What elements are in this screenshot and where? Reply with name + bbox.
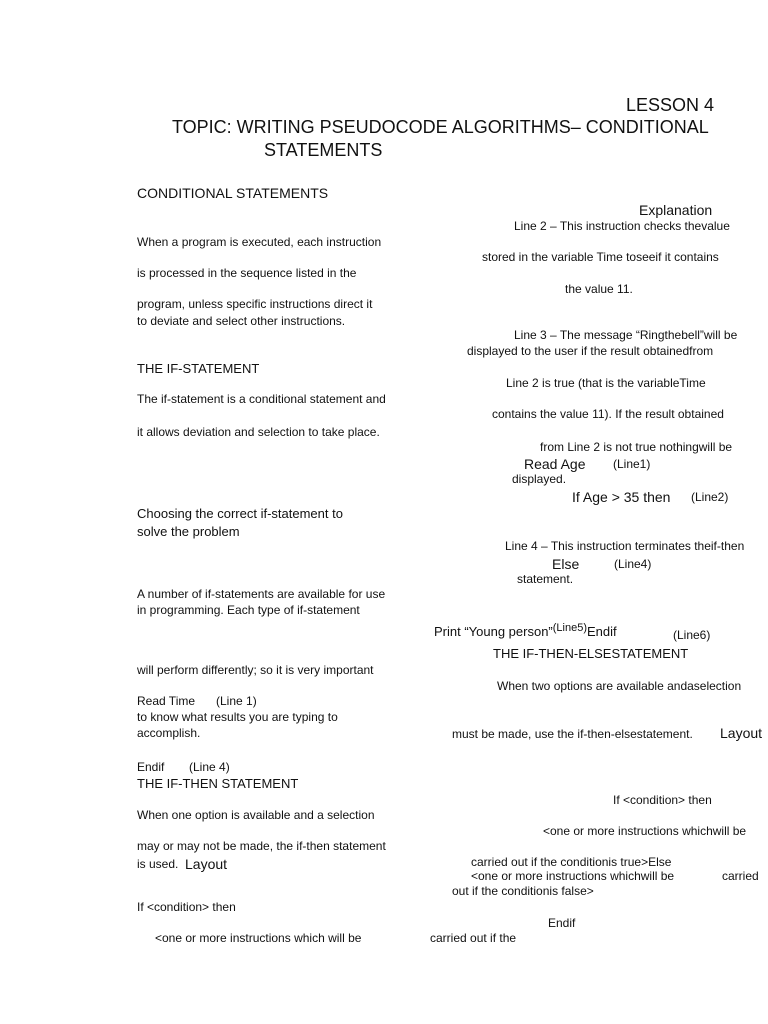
read-age-line-label: (Line1) — [613, 457, 651, 471]
endif-final: Endif — [548, 916, 576, 930]
if-then-text-line-2: may or may not be made, the if-then statement — [137, 839, 386, 853]
choosing-heading-line-1: Choosing the correct if-statement to — [137, 506, 343, 521]
line2-expl-1: Line 2 – This instruction checks thevalue — [514, 219, 730, 233]
line2-expl-3: the value 11. — [565, 282, 633, 296]
statement-text: statement. — [517, 572, 574, 586]
conditional-statements-heading: CONDITIONAL STATEMENTS — [137, 185, 329, 201]
else-line-label: (Line4) — [614, 557, 652, 571]
else-code: Else — [552, 556, 580, 572]
number-text-line-3: will perform differently; so it is very important — [137, 663, 374, 677]
if-condition-left: If <condition> then — [137, 900, 236, 914]
if-then-heading: THE IF-THEN STATEMENT — [137, 776, 299, 791]
if-condition-right: If <condition> then — [613, 793, 712, 807]
read-time-code: Read Time — [137, 694, 196, 708]
know-text-line-2: accomplish. — [137, 726, 201, 740]
if-age-code: If Age > 35 then — [572, 489, 671, 505]
print-young-code — [434, 623, 617, 638]
number-text-line-2: in programming. Each type of if-statement — [137, 603, 360, 617]
if-then-text-line-1: When one option is available and a selection — [137, 808, 375, 822]
topic-title-line1: TOPIC: WRITING PSEUDOCODE ALGORITHMS– CONDITIONAL — [172, 117, 709, 137]
topic-title-line2: STATEMENTS — [264, 140, 383, 160]
if-statement-heading: THE IF-STATEMENT — [137, 361, 260, 376]
endif-code: Endif — [137, 760, 165, 774]
line3-expl-4: contains the value 11). If the result obtained — [492, 407, 724, 421]
when-two-text: When two options are available andaselection — [497, 679, 742, 693]
if-text-line-1: The if-statement is a conditional statement and — [137, 392, 386, 406]
number-text-line-1: A number of if-statements are available for use — [137, 587, 386, 601]
carried-out-left: carried out if the — [430, 931, 517, 945]
endif-line-label: (Line 4) — [189, 760, 230, 774]
if-then-text-line-3: is used. — [137, 857, 179, 871]
intro-line-4: to deviate and select other instructions. — [137, 314, 346, 328]
print-line-label: (Line5) — [552, 622, 588, 634]
print-young-text: Print “Young person” — [434, 624, 553, 639]
one-or-more-right: <one or more instructions whichwill be — [543, 824, 747, 838]
line3-expl-3: Line 2 is true (that is the variableTime — [506, 376, 706, 390]
displayed-text: displayed. — [512, 472, 567, 486]
out-false-text: out if the conditionis false> — [452, 884, 594, 898]
choosing-heading-line-2: solve the problem — [137, 524, 240, 539]
carried-true-text: carried out if the conditionis true>Else — [471, 855, 672, 869]
intro-line-1: When a program is executed, each instruction — [137, 235, 382, 249]
explanation-heading: Explanation — [639, 202, 713, 218]
layout-label-right: Layout — [720, 725, 763, 741]
if-then-else-heading: THE IF-THEN-ELSESTATEMENT — [493, 646, 689, 661]
line3-expl-2: displayed to the user if the result obtainedfrom — [467, 344, 714, 358]
must-be-made-text: must be made, use the if-then-elsestatement. — [452, 727, 693, 741]
line2-expl-2: stored in the variable Time toseeif it contains — [482, 250, 719, 264]
read-time-line-label: (Line 1) — [216, 694, 257, 708]
endif-line-label-right: (Line6) — [673, 628, 711, 642]
know-text-line-1: to know what results you are typing to — [137, 710, 338, 724]
line3-expl-1: Line 3 – The message “Ringthebell”will be — [514, 328, 738, 342]
one-or-more-right-2: <one or more instructions whichwill be — [471, 869, 675, 883]
carried-word: carried — [722, 869, 759, 883]
read-age-code: Read Age — [524, 456, 586, 472]
if-age-line-label: (Line2) — [691, 490, 729, 504]
one-or-more-left: <one or more instructions which will be — [155, 931, 362, 945]
endif-code-right: Endif — [587, 624, 617, 639]
intro-line-2: is processed in the sequence listed in the — [137, 266, 357, 280]
layout-label-left: Layout — [185, 856, 228, 872]
intro-line-3: program, unless specific instructions direct it — [137, 297, 373, 311]
line4-expl: Line 4 – This instruction terminates theif-then — [505, 539, 745, 553]
if-text-line-2: it allows deviation and selection to take place. — [137, 425, 380, 439]
line3-expl-5: from Line 2 is not true nothingwill be — [540, 440, 733, 454]
lesson-label: LESSON 4 — [626, 95, 715, 115]
